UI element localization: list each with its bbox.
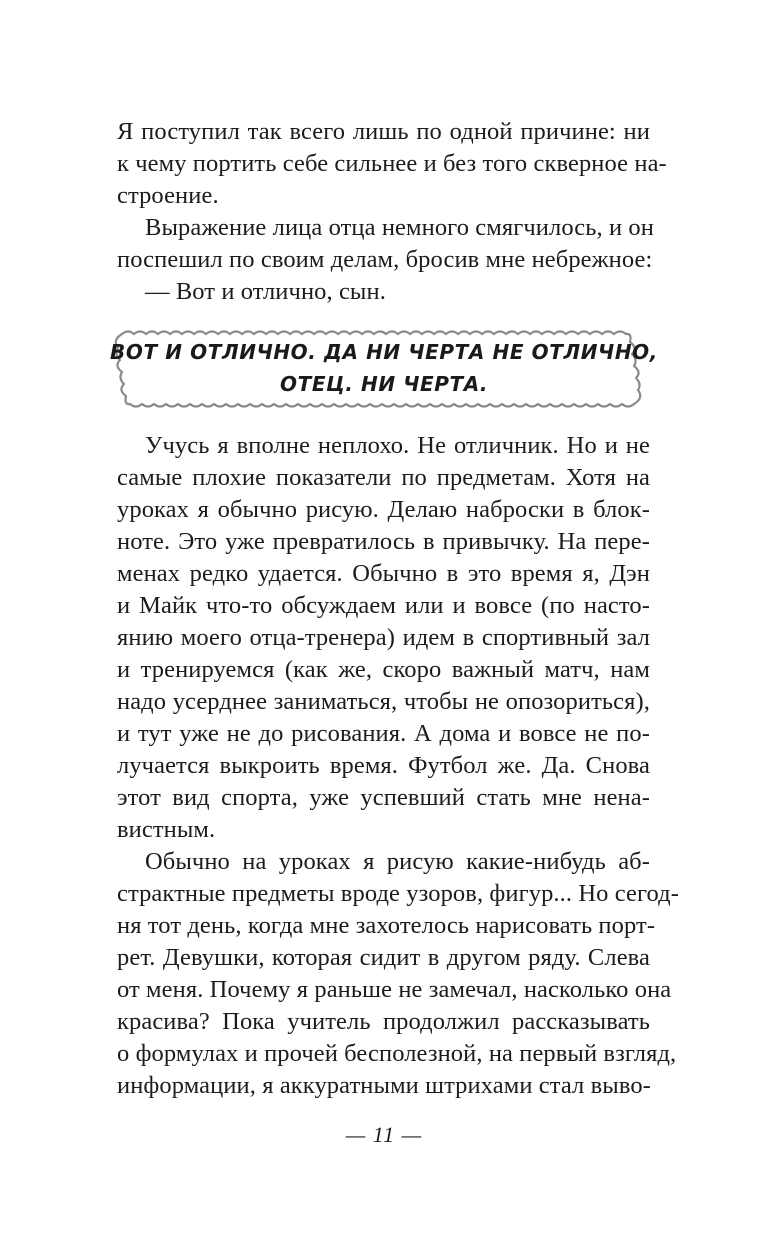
text-line: Я поступил так всего лишь по одной причине: ни bbox=[117, 118, 650, 145]
text-line: янию моего отца-тренера) идем в спортивный зал bbox=[117, 624, 650, 651]
text-line: самые плохие показатели по предметам. Хотя на bbox=[117, 464, 650, 491]
text-line: страктные предметы вроде узоров, фигур... Но сегод- bbox=[117, 880, 679, 907]
text-line: лучается выкроить время. Футбол же. Да. Снова bbox=[117, 752, 650, 779]
text-line: Учусь я вполне неплохо. Не отличник. Но и не bbox=[145, 432, 650, 459]
text-line: о формулах и прочей бесполезной, на первый взгляд, bbox=[117, 1040, 677, 1067]
text-line: строение. bbox=[117, 182, 219, 209]
text-line: вистным. bbox=[117, 816, 216, 843]
thought-callout bbox=[108, 322, 660, 412]
text-line: ноте. Это уже превратилось в привычку. На пере- bbox=[117, 528, 650, 555]
text-line: поспешил по своим делам, бросив мне небрежное: bbox=[117, 246, 653, 273]
text-line: информации, я аккуратными штрихами стал выво- bbox=[117, 1072, 651, 1099]
text-line: Обычно на уроках я рисую какие-нибудь аб- bbox=[145, 848, 650, 875]
text-line: менах редко удается. Обычно в это время я, Дэн bbox=[117, 560, 650, 587]
text-line: уроках я обычно рисую. Делаю наброски в блок- bbox=[117, 496, 650, 523]
text-line: ня тот день, когда мне захотелось нарисовать порт- bbox=[117, 912, 656, 939]
page-number: — 11 — bbox=[345, 1122, 423, 1147]
text-line: к чему портить себе сильнее и без того скверное на- bbox=[117, 150, 667, 177]
callout-text-line-1: ВОТ И ОТЛИЧНО. ДА НИ ЧЕРТА НЕ ОТЛИЧНО, bbox=[110, 340, 658, 364]
text-line: и тут уже не до рисования. А дома и вовсе не по- bbox=[117, 720, 650, 747]
text-line: этот вид спорта, уже успевший стать мне нена- bbox=[117, 784, 650, 811]
callout-text-line-2: ОТЕЦ. НИ ЧЕРТА. bbox=[279, 372, 489, 396]
text-line: и тренируемся (как же, скоро важный матч, нам bbox=[117, 656, 650, 683]
text-line: и Майк что-то обсуждаем или и вовсе (по насто- bbox=[117, 592, 650, 619]
text-line: Выражение лица отца немного смягчилось, и он bbox=[145, 214, 654, 241]
text-line: надо усерднее заниматься, чтобы не опозориться), bbox=[117, 688, 650, 715]
text-line: рет. Девушки, которая сидит в другом ряду. Слева bbox=[117, 944, 650, 971]
text-line: красива? Пока учитель продолжил рассказывать bbox=[117, 1008, 650, 1035]
text-line: от меня. Почему я раньше не замечал, насколько она bbox=[117, 976, 672, 1003]
callout-wavy-border bbox=[108, 322, 660, 412]
text-line: — Вот и отлично, сын. bbox=[145, 278, 386, 305]
